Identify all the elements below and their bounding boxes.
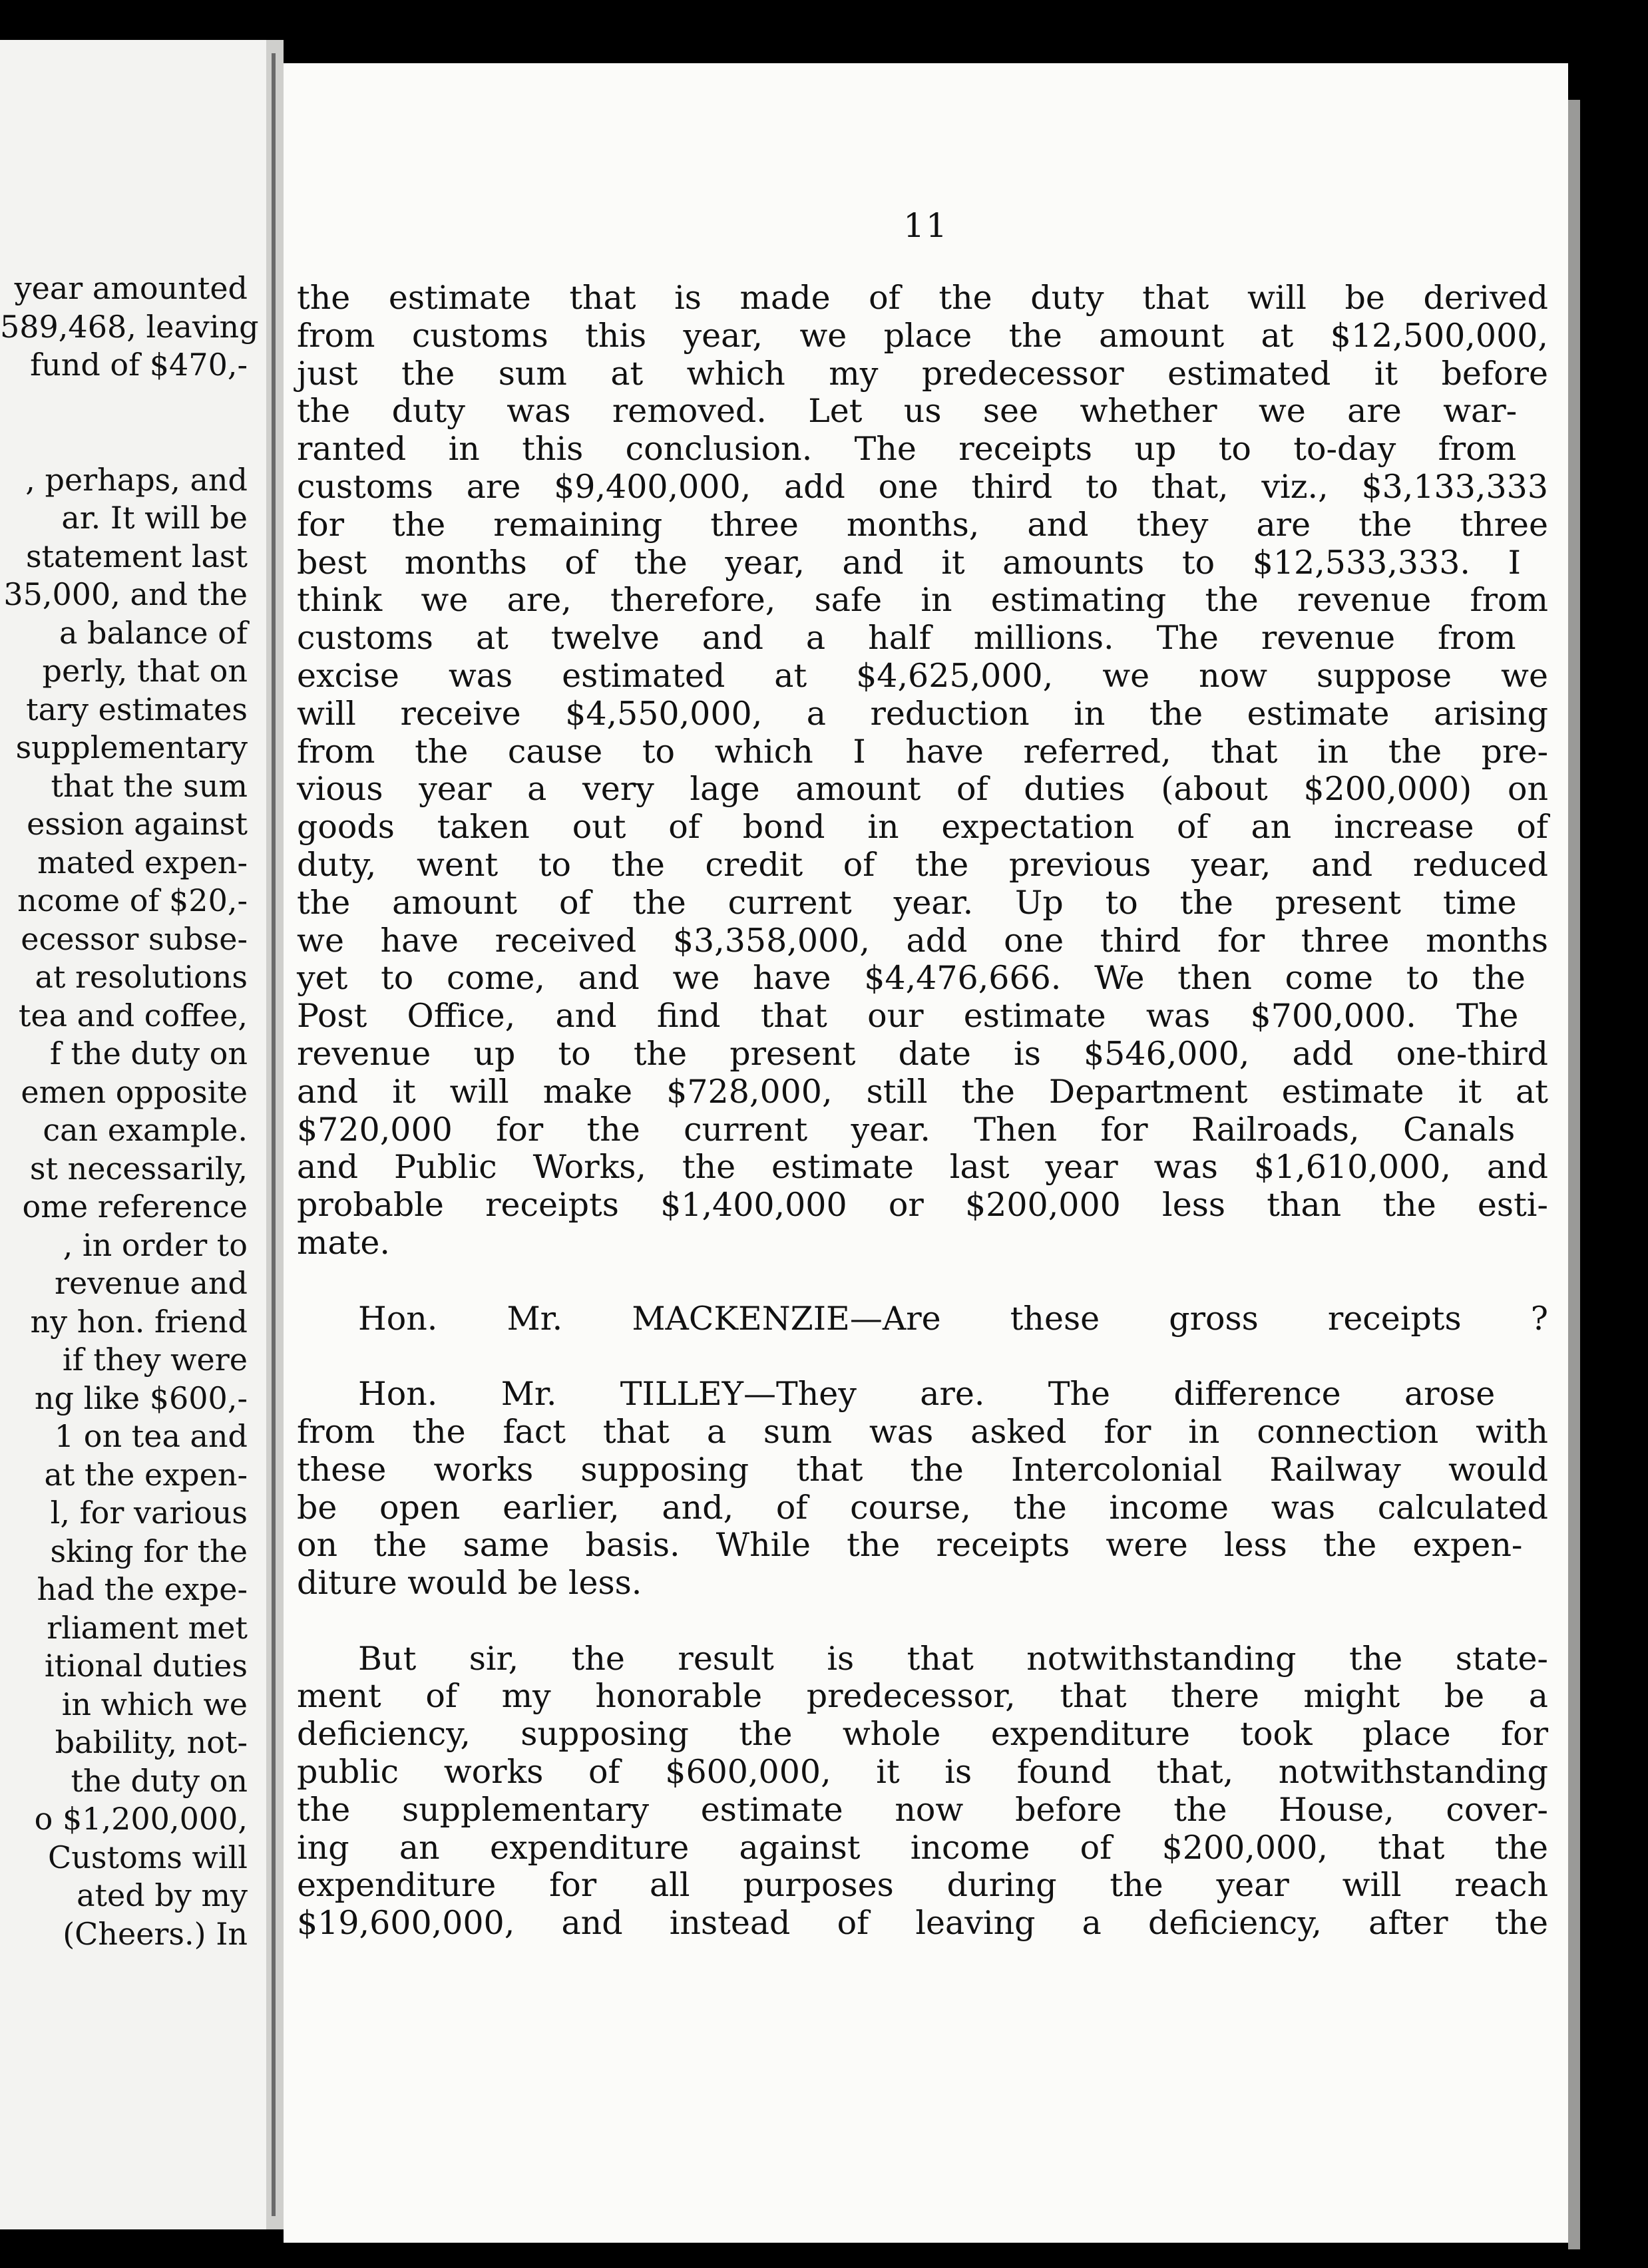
- text-line: will receive $4,550,000, a reduction in the estimate arising: [297, 694, 1548, 733]
- previous-page-line: ecessor subse-: [21, 920, 248, 957]
- previous-page-text: [0, 270, 259, 1953]
- previous-page-line: l, for various: [50, 1495, 248, 1531]
- previous-page-line: at the expen-: [44, 1456, 248, 1493]
- text-line: and it will make $728,000, still the Department estimate it at: [297, 1072, 1548, 1111]
- previous-page-line: f the duty on: [49, 1036, 248, 1071]
- text-line: be open earlier, and, of course, the income was calculated: [297, 1488, 1548, 1527]
- text-line: duty, went to the credit of the previous year, and reduced: [297, 845, 1548, 884]
- previous-page-line: that the sum: [51, 767, 248, 804]
- text-line: goods taken out of bond in expectation of an increase of: [297, 808, 1548, 847]
- previous-page-line: at resolutions: [35, 959, 248, 995]
- text-line: on the same basis. While the receipts were less the expen-: [297, 1526, 1523, 1565]
- text-line: these works supposing that the Intercolonial Railway would: [297, 1450, 1548, 1489]
- previous-page-line: ession against: [27, 806, 248, 842]
- previous-page-line: st necessarily,: [29, 1150, 248, 1187]
- text-line: the estimate that is made of the duty that will be derived: [297, 279, 1548, 317]
- previous-page-line: the duty on: [71, 1762, 248, 1799]
- paragraph: [297, 1640, 1568, 1943]
- previous-page-line: fund of $470,-: [30, 347, 248, 383]
- text-line: customs at twelve and a half millions. The revenue from: [297, 619, 1516, 658]
- previous-page-line: 1 on tea and: [54, 1418, 248, 1454]
- text-line: from the cause to which I have referred, that in the pre-: [297, 732, 1548, 771]
- text-line: ranted in this conclusion. The receipts up to to-day from: [297, 430, 1517, 469]
- text-line: excise was estimated at $4,625,000, we now suppose we: [297, 656, 1548, 695]
- previous-page-line: tea and coffee,: [18, 997, 248, 1034]
- previous-page-line: supplementary: [15, 729, 248, 765]
- page-edge-shadow: [1568, 100, 1580, 2249]
- previous-page-line: revenue and: [54, 1265, 248, 1301]
- previous-page-line: tary estimates: [26, 691, 248, 727]
- text-line: the supplementary estimate now before the House, cover-: [297, 1790, 1548, 1829]
- text-line: $19,600,000, and instead of leaving a deficiency, after the: [297, 1904, 1548, 1943]
- text-line: ment of my honorable predecessor, that there might be a: [297, 1677, 1548, 1716]
- paragraph: [297, 1376, 1568, 1603]
- text-line: Hon. Mr. MACKENZIE—Are these gross receipts ?: [358, 1299, 1548, 1338]
- previous-page-line: ny hon. friend: [30, 1303, 248, 1340]
- previous-page-line: ng like $600,-: [34, 1380, 248, 1416]
- previous-page-line: in which we: [61, 1686, 248, 1722]
- text-line: diture would be less.: [297, 1564, 642, 1603]
- previous-page-line: can example.: [43, 1112, 248, 1148]
- text-line: the amount of the current year. Up to the present time: [297, 883, 1517, 922]
- text-line: deficiency, supposing the whole expenditure took place for: [297, 1715, 1548, 1754]
- previous-page-line: , perhaps, and: [25, 461, 248, 498]
- previous-page-line: mated expen-: [37, 844, 248, 880]
- previous-page-line: 35,000, and the: [3, 576, 248, 612]
- previous-page-line: perly, that on: [42, 653, 248, 689]
- previous-page-line: , in order to: [63, 1227, 248, 1263]
- previous-page-line: sking for the: [50, 1533, 248, 1569]
- paragraph-gap: [297, 1262, 1568, 1300]
- current-page: [284, 63, 1568, 2243]
- previous-page-line: itional duties: [44, 1648, 248, 1684]
- text-line: public works of $600,000, it is found that, notwithstanding: [297, 1753, 1548, 1792]
- previous-page-line: ated by my: [77, 1877, 248, 1913]
- text-line: from customs this year, we place the amount at $12,500,000,: [297, 316, 1548, 355]
- text-line: probable receipts $1,400,000 or $200,000 less than the esti-: [297, 1186, 1548, 1225]
- previous-page-fragment: [0, 40, 266, 2229]
- previous-page-line: year amounted: [14, 270, 248, 306]
- paragraph: [297, 1300, 1568, 1338]
- text-line: expenditure for all purposes during the year will reach: [297, 1866, 1548, 1905]
- previous-page-line: (Cheers.) In: [63, 1915, 248, 1952]
- previous-page-line: ncome of $20,-: [17, 882, 248, 918]
- text-line: the duty was removed. Let us see whether we are war-: [297, 392, 1518, 431]
- paragraph-gap: [297, 1603, 1568, 1640]
- previous-page-line: Customs will: [48, 1839, 248, 1875]
- text-line: But sir, the result is that notwithstanding the state-: [358, 1639, 1548, 1678]
- text-line: best months of the year, and it amounts to $12,533,333. I: [297, 543, 1521, 582]
- previous-page-line: bability, not-: [55, 1724, 248, 1760]
- text-line: customs are $9,400,000, add one third to that, viz., $3,133,333: [297, 467, 1548, 506]
- paragraph: [297, 280, 1568, 1262]
- previous-page-line: a balance of: [59, 614, 248, 651]
- previous-page-line: o $1,200,000,: [34, 1801, 248, 1837]
- text-line: revenue up to the present date is $546,000, add one-third: [297, 1034, 1548, 1073]
- previous-page-line: ar. It will be: [61, 500, 248, 536]
- text-line: think we are, therefore, safe in estimating the revenue from: [297, 581, 1548, 620]
- previous-page-line: had the expe-: [37, 1571, 248, 1607]
- text-line: we have received $3,358,000, add one third for three months: [297, 921, 1548, 960]
- page-number: 11: [903, 206, 948, 245]
- text-line: mate.: [297, 1223, 390, 1262]
- previous-page-line: statement last: [25, 538, 248, 574]
- gutter-shadow: [272, 53, 276, 2216]
- text-line: Post Office, and find that our estimate was $700,000. The: [297, 997, 1519, 1036]
- text-line: $720,000 for the current year. Then for Railroads, Canals: [297, 1110, 1516, 1149]
- previous-page-line: 589,468, leaving: [0, 308, 259, 345]
- paragraph-gap: [0, 385, 248, 461]
- text-line: and Public Works, the estimate last year was $1,610,000, and: [297, 1148, 1548, 1187]
- text-line: yet to come, and we have $4,476,666. We then come to the: [297, 959, 1526, 998]
- text-line: for the remaining three months, and they are the three: [297, 505, 1548, 544]
- previous-page-line: if they were: [62, 1342, 248, 1378]
- text-line: ing an expenditure against income of $200,000, that the: [297, 1828, 1548, 1867]
- previous-page-line: ome reference: [22, 1189, 248, 1225]
- previous-page-line: emen opposite: [21, 1073, 248, 1110]
- text-line: vious year a very lage amount of duties (about $200,000) on: [297, 770, 1548, 809]
- previous-page-line: rliament met: [47, 1609, 248, 1646]
- page-body: [297, 280, 1568, 1943]
- text-line: from the fact that a sum was asked for in connection with: [297, 1412, 1548, 1451]
- text-line: Hon. Mr. TILLEY—They are. The difference arose: [358, 1375, 1496, 1414]
- paragraph-gap: [297, 1338, 1568, 1376]
- text-line: just the sum at which my predecessor estimated it before: [297, 354, 1548, 393]
